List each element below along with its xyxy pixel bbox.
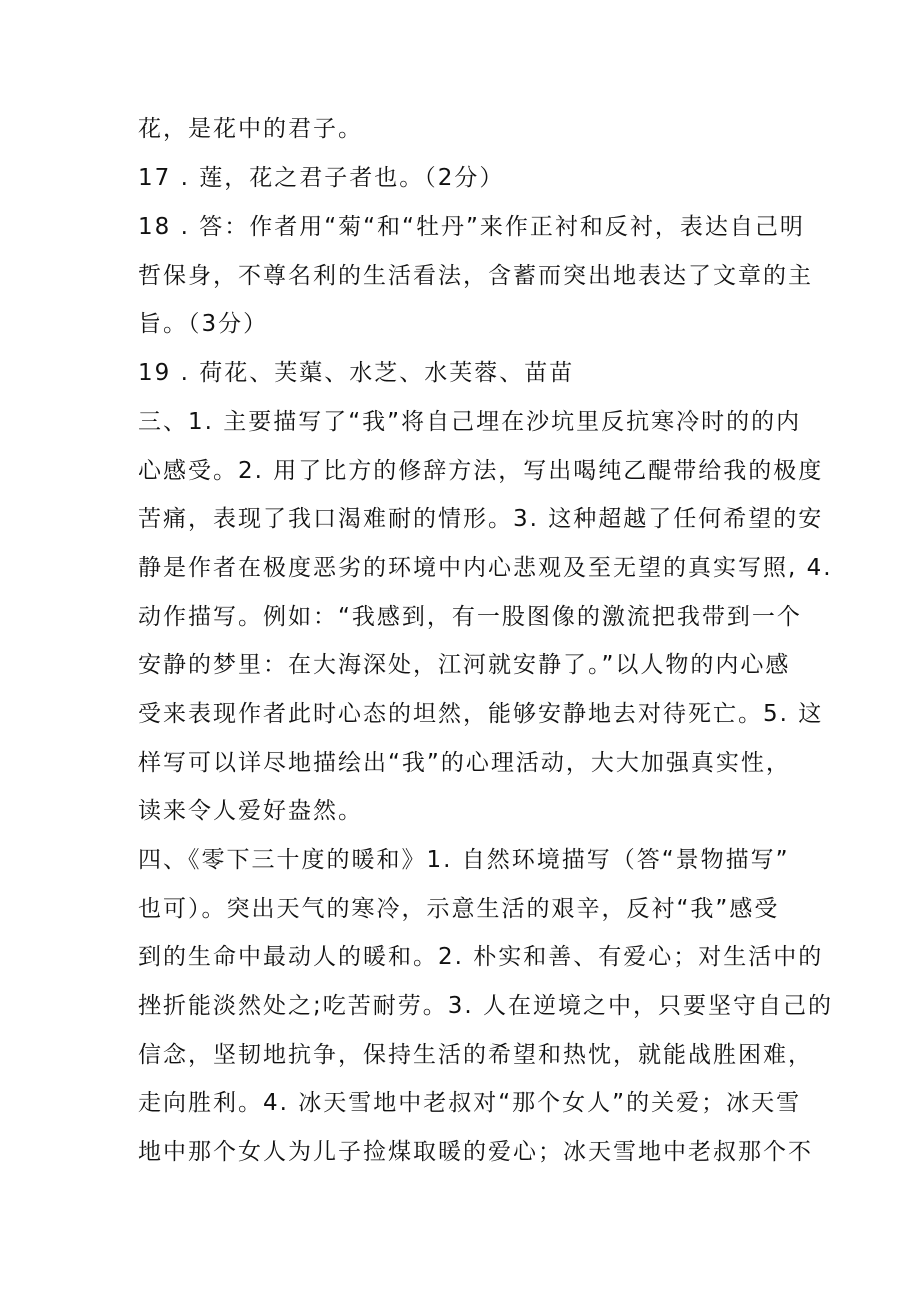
text-line: 苦痛，表现了我口渴难耐的情形。3. 这种超越了任何希望的安 — [138, 506, 824, 532]
text-line: 18 . 答：作者用“菊“和“牡丹”来作正衬和反衬，表达自己明 — [138, 214, 805, 240]
text-line: 哲保身，不尊名利的生活看法，含蓄而突出地表达了文章的主 — [138, 263, 813, 289]
text-line: 花，是花中的君子。 — [138, 116, 363, 142]
text-line: 读来令人爱好盎然。 — [138, 798, 363, 824]
text-line: 走向胜利。4. 冰天雪地中老叔对“那个女人”的关爱；冰天雪 — [138, 1090, 802, 1116]
text-line: 19 . 荷花、芙蕖、水芝、水芙蓉、苗苗 — [138, 360, 575, 386]
text-line: 四、《零下三十度的暖和》1. 自然环境描写（答“景物描写” — [138, 847, 790, 873]
text-line: 安静的梦里：在大海深处，江河就安静了。”以人物的内心感 — [138, 652, 791, 678]
text-line: 心感受。2. 用了比方的修辞方法，写出喝纯乙醍带给我的极度 — [138, 458, 824, 484]
text-line: 动作描写。例如：“我感到，有一股图像的激流把我带到一个 — [138, 604, 802, 630]
text-line: 到的生命中最动人的暖和。2. 朴实和善、有爱心；对生活中的 — [138, 944, 824, 970]
text-line: 地中那个女人为儿子捡煤取暖的爱心；冰天雪地中老叔那个不 — [138, 1139, 813, 1165]
text-line: 静是作者在极度恶劣的环境中内心悲观及至无望的真实写照, 4. — [138, 555, 833, 581]
text-line: 信念，坚韧地抗争，保持生活的希望和热忱，就能战胜困难， — [138, 1042, 813, 1068]
text-line: 17 . 莲，花之君子者也。（2分） — [138, 165, 505, 191]
text-line: 样写可以详尽地描绘出“我”的心理活动，大大加强真实性， — [138, 750, 791, 776]
text-line: 也可）。突出天气的寒冷，示意生活的艰辛，反衬“我”感受 — [138, 896, 780, 922]
text-line: 挫折能淡然处之;吃苦耐劳。3. 人在逆境之中，只要坚守自己的 — [138, 993, 834, 1019]
text-line: 三、1. 主要描写了“我”将自己埋在沙坑里反抗寒冷时的的内 — [138, 409, 802, 435]
text-line: 受来表现作者此时心态的坦然，能够安静地去对待死亡。5. 这 — [138, 701, 824, 727]
text-line: 旨。（3分） — [138, 311, 269, 337]
